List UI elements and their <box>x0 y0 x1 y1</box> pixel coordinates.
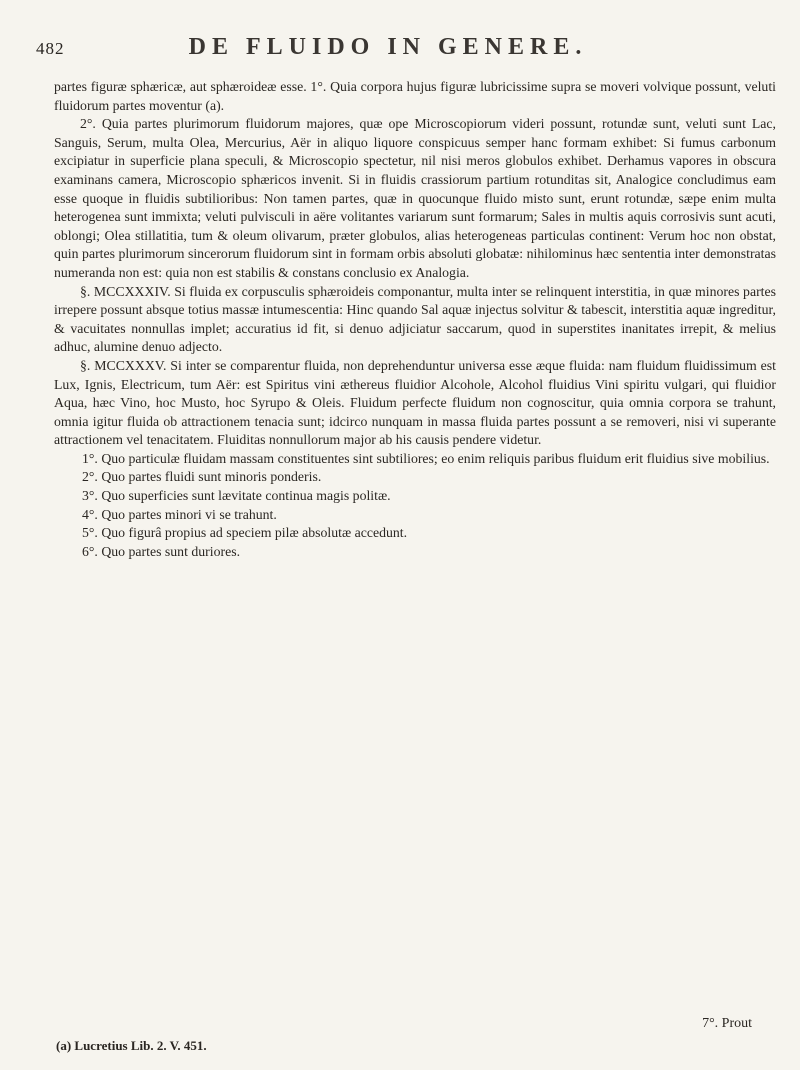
paragraph: §. MCCXXXIV. Si fluida ex corpusculis sphæroideis componantur, multa inter se relinquent interstitia, in quæ minores partes irrepere possunt absque totius massæ intumescentia: Hinc quando Sal aquæ injectus solvitur & tabescit, interstitia aquæ ingreditur, & vacuitates nonnullas implet; accuratius id fit, si denuo adjiciatur saccarum, quod in superstites inanitates irrepit, & melius adhuc, alumine denuo adjecto. <box>54 283 776 355</box>
main-text <box>54 78 776 561</box>
paragraph: 2°. Quia partes plurimorum fluidorum majores, quæ ope Microscopiorum videri possunt, rotundæ sunt, veluti sunt Lac, Sanguis, Serum, multa Olea, Mercurius, Aër in aliquo liquore conspicuus semper hanc formam exhibet: Si fumus carbonum excipiatur in superficie plana speculi, & Microscopio spectetur, nil nisi meros globulos exhibet. Derhamus vapores in obscura examinans camera, Microscopio sphæricos invenit. Si in fluidis crassiorum partium rotunditas sit, Analogice concludimus eam esse quoque in fluidis subtilioribus: Non tamen partes, quæ in quocunque fluido misto sunt, erunt rotundæ, sæpe enim multa heterogenea sunt immixta; veluti pulvisculi in aëre volitantes variarum sunt formarum; Sales in multis aquis corrosivis sunt acuti, oblongi; Olea stillatitia, tum & oleum olivarum, præter globulos, alias heterogeneas particulas continent: Verum hoc non obstat, quin partes plurimorum sincerorum fluidorum sint in formam orbis absoluti globatæ: nihilominus hæc sententia inter demonstratas numeranda non est: quia non est stabilis & constans conclusio ex Analogia. <box>54 116 776 280</box>
paragraph: §. MCCXXXV. Si inter se comparentur fluida, non deprehenduntur universa esse æque fluida: nam fluidum fluidissimum est Lux, Ignis, Electricum, tum Aër: est Spiritus vini æthereus fluidior Alcohole, Alcohol fluidius Vini spiritu vulgari, qui fluidior Aqua, hæc Vino, hoc Musto, hoc Syrupo & Oleis. Fluidum perfecte fluidum non cognoscitur, quia omnia corpora se trahunt, omnia igitur fluida ob attractionem tenacia sunt; idcirco nunquam in massa fluida partes possunt a se removeri, nisi vi superante attractionem vel tenacitatem. Fluiditas nonnullorum major ab his causis pendere videtur. <box>54 357 776 448</box>
list-item: 3°. Quo superficies sunt lævitate continua magis politæ. <box>82 488 391 504</box>
list-item: 5°. Quo figurâ propius ad speciem pilæ absolutæ accedunt. <box>82 525 408 541</box>
list-item: 2°. Quo partes fluidi sunt minoris ponderis. <box>82 469 322 485</box>
page-number: 482 <box>36 39 65 58</box>
page-header <box>36 34 760 74</box>
paragraph: partes figuræ sphæricæ, aut sphæroideæ esse. 1°. Quia corpora hujus figuræ lubricissime supra se moveri volvique possunt, veluti fluidorum partes moventur (a). <box>54 79 776 113</box>
list-item: 4°. Quo partes minori vi se trahunt. <box>82 506 277 522</box>
catchword: 7°. Prout <box>702 1016 752 1031</box>
footnote: (a) Lucretius Lib. 2. V. 451. <box>56 1038 207 1053</box>
running-title: DE FLUIDO IN GENERE. <box>188 34 588 60</box>
numbered-list <box>54 450 776 562</box>
list-item: 6°. Quo partes sunt duriores. <box>82 543 241 559</box>
list-item: 1°. Quo particulæ fluidam massam constituentes sint subtiliores; eo enim reliquis paribus fluidum erit fluidius sive mobilius. <box>82 450 770 466</box>
